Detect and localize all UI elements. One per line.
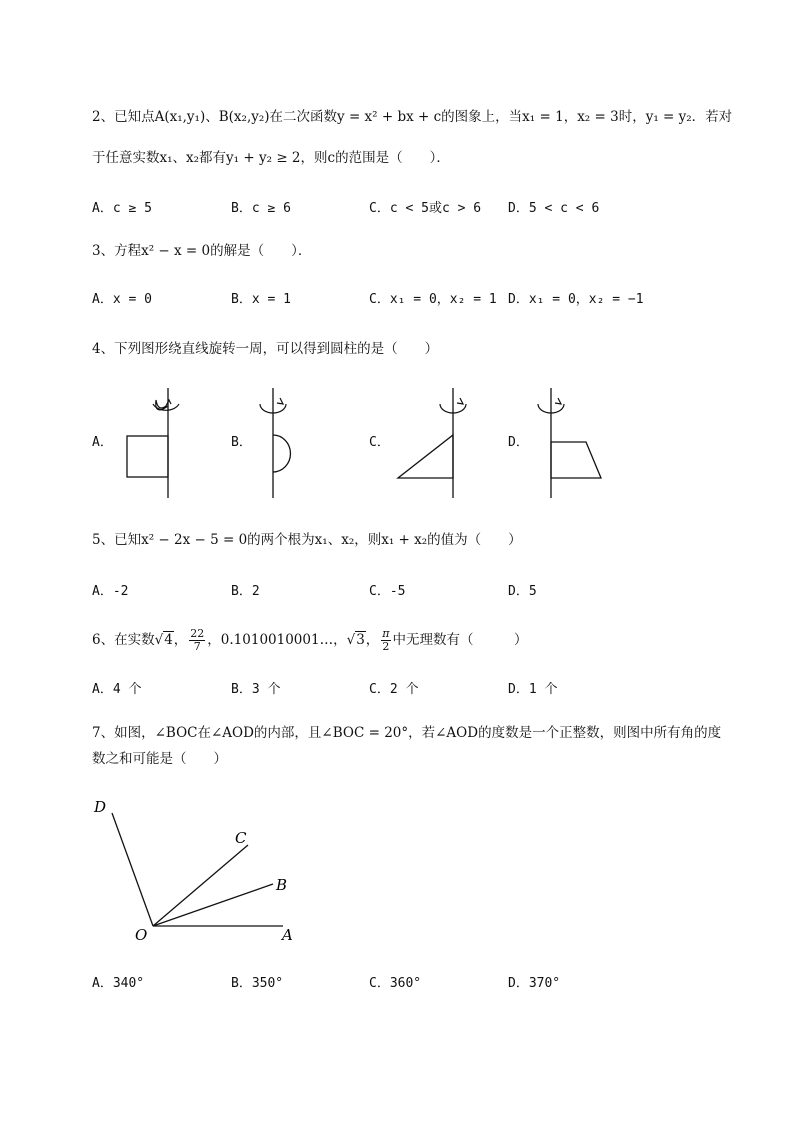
q2-option-d: D．5 < c < 6 [508,201,600,216]
q6-frac2-den: 2 [382,640,390,653]
q7-option-a: A．340° [92,976,145,991]
q6-frac2-num: π [382,627,390,640]
q7-option-c: C．360° [369,976,422,991]
q6-suffix: 中无理数有（ ） [392,632,528,648]
label-o: O [135,926,148,944]
q6-sqrt4: 4 [164,632,173,648]
q5-option-c: C．-5 [369,584,406,599]
q6-decimal: ，0.1010010001…， [207,632,347,648]
q2-line1: 2、已知点A(x₁,y₁)、B(x₂,y₂)在二次函数y = x² + bx + c的图象上，当x₁ = 1，x₂ = 3时，y₁ = y₂．若对 [92,109,733,125]
q6-frac1-den: 7 [193,640,201,653]
q5-text: 5、已知x² − 2x − 5 = 0的两个根为x₁、x₂，则x₁ + x₂的值为（ ） [92,532,522,548]
q7-line1: 7、如图，∠BOC在∠AOD的内部，且∠BOC = 20°，若∠AOD的度数是一个正整数，则图中所有角的度 [92,725,722,741]
q6-option-d: D．1 个 [508,682,558,697]
q6-option-c: C．2 个 [369,682,419,697]
rotation-arrow-icon [457,398,463,404]
q5-option-b: B．2 [231,584,260,599]
q2-option-c: C．c < 5或c > 6 [369,201,482,216]
q4-figure-b [252,388,312,500]
q3-option-c: C．x₁ = 0，x₂ = 1 [369,292,497,307]
q7-option-d: D．370° [508,976,561,991]
q4-option-d: D． [508,435,529,450]
label-a: A [282,926,293,944]
ray-ob [153,884,273,926]
triangle-shape [398,435,453,478]
q7-option-b: B．350° [231,976,284,991]
q7-line2: 数之和可能是（ ） [92,751,227,767]
semicircle-shape [273,435,290,472]
q4-figure-c [392,388,472,500]
ray-oc [153,845,248,926]
q6-text: 6、在实数√4， $\frac{22}{7}$ ，0.1010010001…，√3， $\frac{\pi}{2}$ 中无理数有（ ） [92,627,528,653]
q4-option-b: B． [231,435,252,450]
q4-option-a: A． [92,435,113,450]
q4-option-c: C． [369,435,390,450]
rotation-arrow-icon [277,398,283,404]
trapezoid-shape [551,442,601,478]
q2-option-b: B．c ≥ 6 [231,201,291,216]
q5-option-a: A．-2 [92,584,129,599]
q3-text: 3、方程x² − x = 0的解是（ ）． [92,243,312,259]
q6-option-a: A．4 个 [92,682,142,697]
q3-option-a: A．x = 0 [92,292,152,307]
q6-fraction-22-7 [189,628,205,653]
q3-option-b: B．x = 1 [231,292,291,307]
q6-frac1-num: 22 [190,627,205,640]
q4-figure-a [120,388,190,500]
q6-option-b: B．3 个 [231,682,281,697]
square-shape [127,436,168,477]
q6-sqrt3: 3 [356,632,365,648]
q4-text: 4、下列图形绕直线旋转一周，可以得到圆柱的是（ ） [92,341,439,357]
q6-prefix: 6、在实数 [92,632,155,648]
q7-angle-figure [88,795,308,950]
rotation-arrow-icon [555,398,561,404]
label-b: B [276,876,288,894]
q4-figure-d [530,388,610,500]
q6-fraction-pi-2 [381,628,390,653]
q3-option-d: D．x₁ = 0，x₂ = −1 [508,292,644,307]
q2-option-a: A．c ≥ 5 [92,201,152,216]
q5-option-d: D．5 [508,584,537,599]
q2-line2: 于任意实数x₁、x₂都有y₁ + y₂ ≥ 2，则c的范围是（ ）． [92,150,450,166]
ray-od [112,813,153,926]
label-d: D [94,798,107,816]
label-c: C [235,829,247,847]
